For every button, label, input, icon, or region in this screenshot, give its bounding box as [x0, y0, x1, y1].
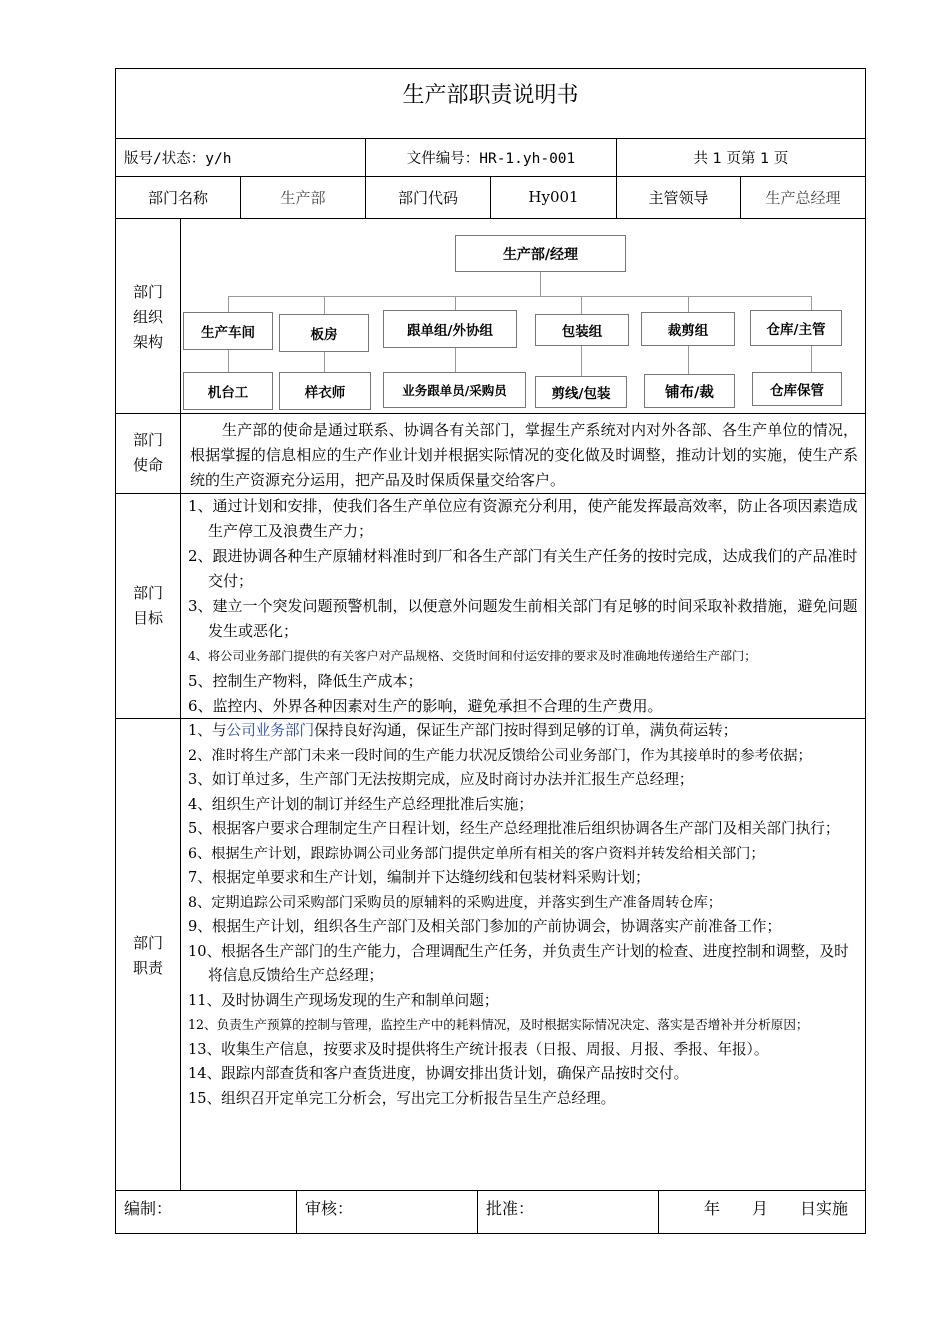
org-node-packing: 包装组	[535, 314, 629, 346]
org-node-merchandising: 跟单组/外协组	[383, 310, 517, 348]
dept-code-value: Hy001	[528, 188, 579, 206]
mission-text: 生产部的使命是通过联系、协调各有关部门，掌握生产系统对内对外各部、各生产单位的情况，根据掌握的信息相应的生产作业计划并根据实际情况的变化做及时调整，推动计划的实施，使生产系统的生产资源充分运用，把产品及时保质保量交给客户。	[190, 421, 858, 489]
org-node-trim-pack: 剪线/包装	[535, 376, 627, 408]
goals-list	[188, 494, 858, 719]
org-node-merchandiser-buyer: 业务跟单员/采购员	[383, 372, 526, 408]
org-node-pattern-room: 板房	[279, 314, 369, 352]
duty-item: 5、根据客户要求合理制定生产日程计划，经生产总经理批准后组织协调各生产部门及相关部门执行；	[188, 820, 840, 837]
prepared-by-label: 编制：	[124, 1199, 173, 1218]
duty-item: 8、定期追踪公司采购部门采购员的原辅料的采购进度，并落实到生产准备周转仓库；	[188, 894, 722, 911]
goals-label: 部门 目标	[132, 584, 163, 627]
dept-name-value: 生产部	[280, 188, 326, 207]
page-title: 生产部职责说明书	[402, 83, 579, 108]
duty-item: 6、根据生产计划，跟踪协调公司业务部门提供定单所有相关的客户资料并转发给相关部门；	[188, 845, 765, 862]
org-node-workshop: 生产车间	[183, 312, 273, 350]
duty-item: 10、根据各生产部门的生产能力，合理调配生产任务，并负责生产计划的检查、进度控制和调整，及时将信息反馈给生产总经理；	[188, 942, 849, 984]
leader-label: 主管领导	[648, 188, 709, 207]
dept-code-label: 部门代码	[397, 188, 458, 207]
org-node-warehouse-keeper: 仓库保管	[752, 372, 842, 406]
effective-date-label: 年 月 日实施	[704, 1199, 849, 1218]
duties-list	[188, 719, 858, 1111]
duty-item: 2、准时将生产部门未来一段时间的生产能力状况反馈给公司业务部门，作为其接单时的参考依据；	[188, 747, 812, 764]
org-node-warehouse: 仓库/主管	[750, 310, 842, 346]
duty-item: 1、与公司业务部门保持良好沟通，保证生产部门按时得到足够的订单，满负荷运转；	[188, 722, 738, 739]
duty-item: 15、组织召开定单完工分析会，写出完工分析报告呈生产总经理。	[188, 1089, 616, 1107]
duties-label: 部门 职责	[132, 934, 163, 977]
goal-item: 4、将公司业务部门提供的有关客户对产品规格、交货时间和付运安排的要求及时准确地传递给生产部门；	[188, 649, 757, 663]
duty-item: 14、跟踪内部查货和客户查货进度，协调安排出货计划，确保产品按时交付。	[188, 1065, 689, 1082]
org-node-machine-operator: 机台工	[183, 372, 273, 410]
approved-by-label: 批准：	[486, 1199, 535, 1218]
duty-item: 7、根据定单要求和生产计划，编制并下达缝纫线和包装材料采购计划；	[188, 869, 650, 886]
goal-item: 2、跟进协调各种生产原辅材料准时到厂和各生产部门有关生产任务的按时完成，达成我们的产品准时交付；	[188, 547, 858, 590]
page-count: 共 1 页第 1 页	[693, 150, 789, 167]
business-dept-link[interactable]: 公司业务部门	[226, 722, 315, 739]
duty-item: 11、及时协调生产现场发现的生产和制单问题；	[188, 991, 499, 1009]
org-node-sample-maker: 样衣师	[279, 372, 371, 410]
duty-item: 13、收集生产信息，按要求及时提供将生产统计报表（日报、周报、月报、季报、年报）。	[188, 1040, 769, 1058]
dept-name-label: 部门名称	[147, 188, 208, 207]
goal-item: 5、控制生产物料，降低生产成本；	[188, 672, 423, 690]
org-node-spreading: 铺布/裁	[644, 374, 735, 408]
duty-item: 3、如订单过多，生产部门无法按期完成，应及时商讨办法并汇报生产总经理；	[188, 771, 694, 788]
org-node-manager: 生产部/经理	[455, 235, 626, 272]
reviewed-by-label: 审核：	[305, 1199, 354, 1218]
org-label: 部门 组织 架构	[132, 283, 163, 351]
leader-value: 生产总经理	[765, 188, 841, 207]
mission-label: 部门 使命	[132, 431, 163, 474]
duty-item: 12、负责生产预算的控制与管理，监控生产中的耗料情况，及时根据实际情况决定、落实是否增补并分析原因；	[188, 1017, 809, 1032]
goal-item: 1、通过计划和安排，使我们各生产单位应有资源充分利用，使产能发挥最高效率，防止各项因素造成生产停工及浪费生产力；	[188, 497, 858, 540]
org-node-cutting: 裁剪组	[641, 312, 735, 346]
file-number: 文件编号：HR-1.yh-001	[406, 150, 576, 167]
duty-item: 9、根据生产计划，组织各生产部门及相关部门参加的产前协调会，协调落实产前准备工作；	[188, 918, 782, 935]
goal-item: 6、监控内、外界各种因素对生产的影响，避免承担不合理的生产费用。	[188, 697, 663, 715]
goal-item: 3、建立一个突发问题预警机制，以便意外问题发生前相关部门有足够的时间采取补救措施，避免问题发生或恶化；	[188, 597, 858, 640]
duty-item: 4、组织生产计划的制订并经生产总经理批准后实施；	[188, 795, 533, 813]
version-status: 版号/状态：y/h	[124, 150, 232, 167]
